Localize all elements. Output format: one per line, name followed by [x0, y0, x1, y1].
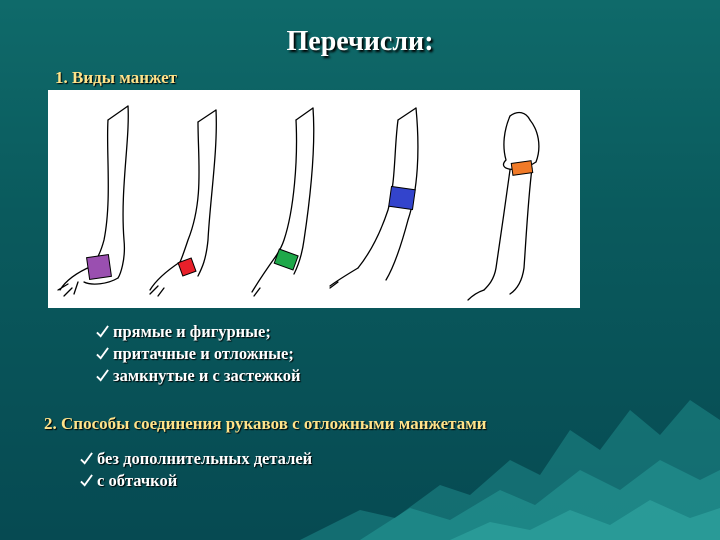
checkmark-icon — [96, 365, 110, 387]
list-item: замкнутые и с застежкой — [96, 365, 301, 387]
checkmark-icon — [96, 343, 110, 365]
checkmark-icon — [80, 470, 94, 492]
mountain-background — [300, 390, 720, 540]
list-item: с обтачкой — [80, 470, 312, 492]
list-item: без дополнительных деталей — [80, 448, 312, 470]
section1-list — [96, 321, 301, 387]
arm-cuff-with-fastener — [252, 108, 314, 296]
arm-puff-sleeve-cuff — [468, 113, 539, 300]
green-cuff — [274, 249, 298, 270]
checkmark-icon — [80, 448, 94, 470]
list-item: притачные и отложные; — [96, 343, 301, 365]
section2-heading: 2. Способы соединения рукавов с отложными манжетами — [44, 414, 487, 433]
orange-cuff — [511, 161, 532, 176]
list-item: прямые и фигурные; — [96, 321, 301, 343]
cuffs-illustration — [48, 90, 580, 308]
section2-list — [80, 448, 312, 492]
section1-heading: 1. Виды манжет — [55, 68, 178, 87]
purple-cuff — [87, 255, 112, 280]
slide-title: Перечисли: — [286, 26, 434, 57]
checkmark-icon — [96, 321, 110, 343]
cuffs-drawing — [48, 90, 580, 308]
blue-cuff — [389, 186, 416, 209]
